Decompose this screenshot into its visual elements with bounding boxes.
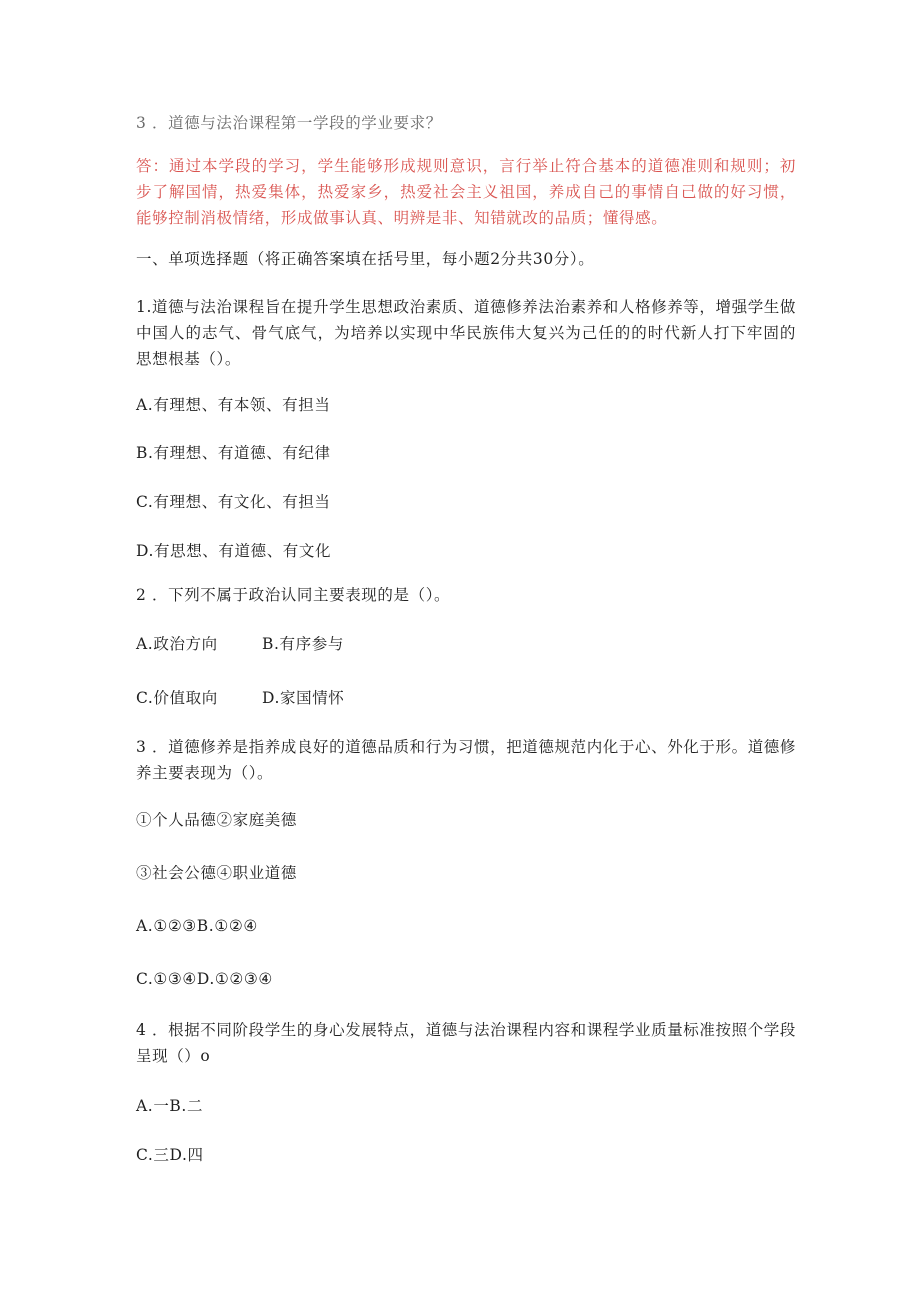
item-list-3b: ③社会公德④职业道德 <box>136 864 298 882</box>
answer-text: 答：通过本学段的学习，学生能够形成规则意识，言行举止符合基本的道德准则和规则；初步了解国情，热爱集体，热爱家乡，热爱社会主义祖国，养成自己的事情自己做的好习惯，能够控制消极情绪，形成做事认真、明辨是非、知错就改的品质；懂得感。 <box>136 157 796 227</box>
options-row-2ab <box>136 631 796 657</box>
question-title: 3 ．道德与法治课程第一学段的学业要求？ <box>136 114 442 132</box>
option-1d: D.有思想、有道德、有文化 <box>136 542 332 560</box>
option-1a: A.有理想、有本领、有担当 <box>136 396 331 414</box>
option-2b: B.有序参与 <box>262 635 344 653</box>
options-row-3ab: A.①②③B.①②④ <box>136 917 258 935</box>
question-stem-1: 1.道德与法治课程旨在提升学生思想政治素质、道德修养法治素养和人格修养等，增强学生做中国人的志气、骨气底气，为培养以实现中华民族伟大复兴为己任的的时代新人打下牢固的思想根基（）。 <box>136 298 796 368</box>
question-stem-3: 3 ．道德修养是指养成良好的道德品质和行为习惯，把道德规范内化于心、外化于形。道德修养主要表现为（）。 <box>136 738 796 782</box>
section-heading: 一、单项选择题（将正确答案填在括号里，每小题2分共30分）。 <box>136 250 595 268</box>
option-2c: C.价值取向 <box>136 689 218 707</box>
option-1b: B.有理想、有道德、有纪律 <box>136 444 331 462</box>
question-stem-2: 2 ．下列不属于政治认同主要表现的是（）。 <box>136 586 451 604</box>
options-row-4ab: A.一B.二 <box>136 1097 204 1115</box>
question-stem-4: 4 ．根据不同阶段学生的身心发展特点，道德与法治课程内容和课程学业质量标准按照个学段呈现（）o <box>136 1021 796 1065</box>
options-row-2cd <box>136 685 796 711</box>
options-row-3cd: C.①③④D.①②③④ <box>136 970 273 988</box>
option-2d: D.家国情怀 <box>262 689 345 707</box>
option-2a: A.政治方向 <box>136 635 218 653</box>
option-1c: C.有理想、有文化、有担当 <box>136 493 331 511</box>
item-list-3a: ①个人品德②家庭美德 <box>136 811 298 829</box>
options-row-4cd: C.三D.四 <box>136 1146 204 1164</box>
